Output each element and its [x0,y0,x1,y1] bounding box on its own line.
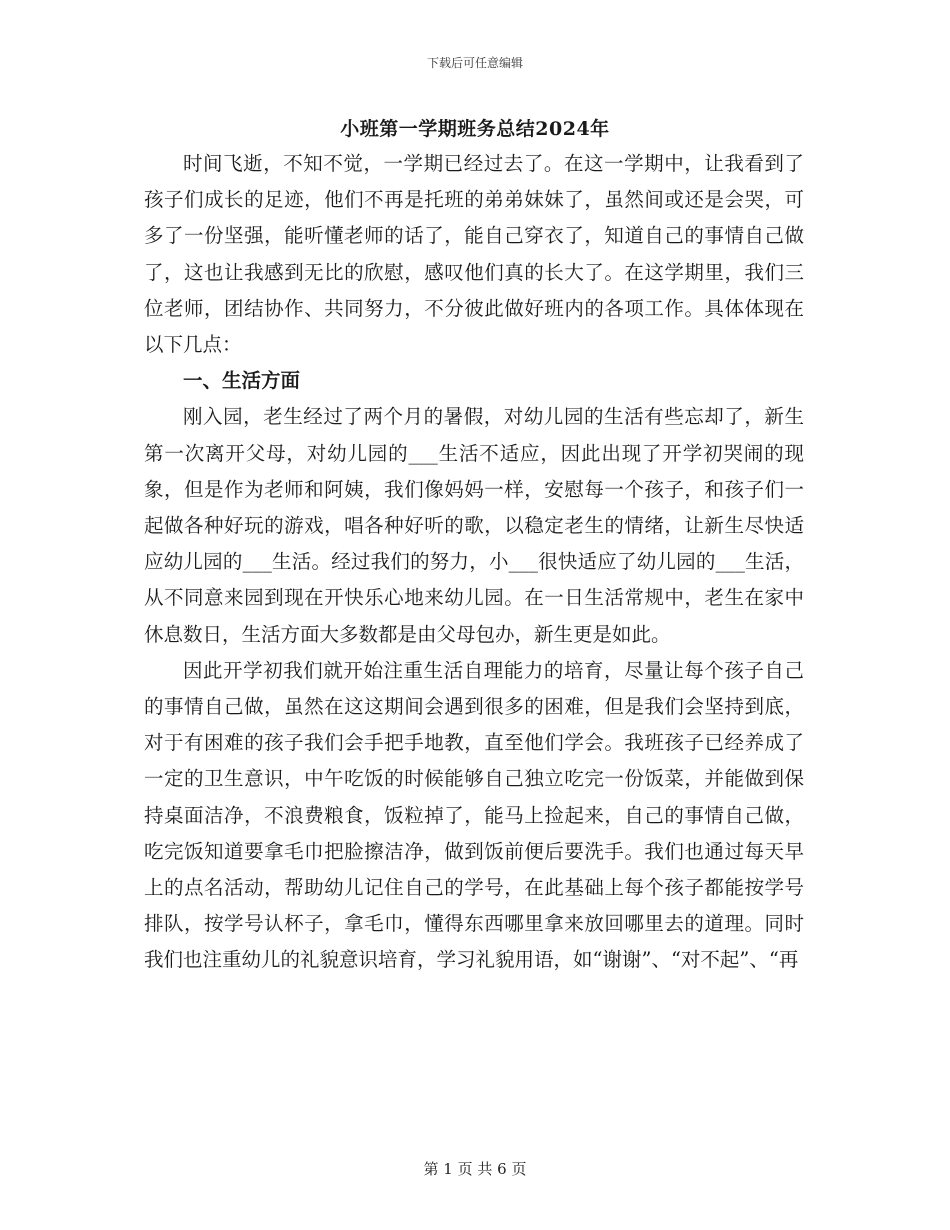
document-title: 小班第一学期班务总结2024年 [340,118,610,140]
header-note: 下载后可任意编辑 [426,56,523,70]
intro-paragraph: 时间飞逝，不知不觉，一学期已经过去了。在这一学期中，让我看到了孩子们成长的足迹，他们不再是托班的弟弟妹妹了，虽然间或还是会哭，可多了一份坚强，能听懂老师的话了，能自己穿衣了，知道自己的事情自己做了，这也让我感到无比的欣慰，感叹他们真的长大了。在这学期里，我们三位老师，团结协作、共同努力，不分彼此做好班内的各项工作。具体体现在以下几点： [144,152,804,357]
life-paragraph-2: 因此开学初我们就开始注重生活自理能力的培育，尽量让每个孩子自己的事情自己做，虽然在这这期间会遇到很多的困难，但是我们会坚持到底，对于有困难的孩子我们会手把手地教，直至他们学会。我班孩子已经养成了一定的卫生意识，中午吃饭的时候能够自己独立吃完一份饭菜，并能做到保持桌面洁净，不浪费粮食，饭粒掉了，能马上捡起来，自己的事情自己做，吃完饭知道要拿毛巾把脸擦洁净，做到饭前便后要洗手。我们也通过每天早上的点名活动，帮助幼儿记住自己的学号，在此基础上每个孩子都能按学号排队，按学号认杯子，拿毛巾，懂得东西哪里拿来放回哪里去的道理。同时我们也注重幼儿的礼貌意识培育，学习礼貌用语，如“谢谢”、“对不起”、“再 [144,658,804,972]
life-paragraph-1: 刚入园，老生经过了两个月的暑假，对幼儿园的生活有些忘却了，新生第一次离开父母，对幼儿园的___生活不适应，因此出现了开学初哭闹的现象，但是作为老师和阿姨，我们像妈妈一样，安慰每一个孩子，和孩子们一起做各种好玩的游戏，唱各种好听的歌，以稳定老生的情绪，让新生尽快适应幼儿园的___生活。经过我们的努力，小___很快适应了幼儿园的___生活，从不同意来园到现在开快乐心地来幼儿园。在一日生活常规中，老生在家中休息数日，生活方面大多数都是由父母包办，新生更是如此。 [144,405,804,646]
section-heading-life: 一、生活方面 [183,369,301,393]
document-body [144,146,804,979]
page-footer: 第 1 页 共 6 页 [423,1160,527,1178]
